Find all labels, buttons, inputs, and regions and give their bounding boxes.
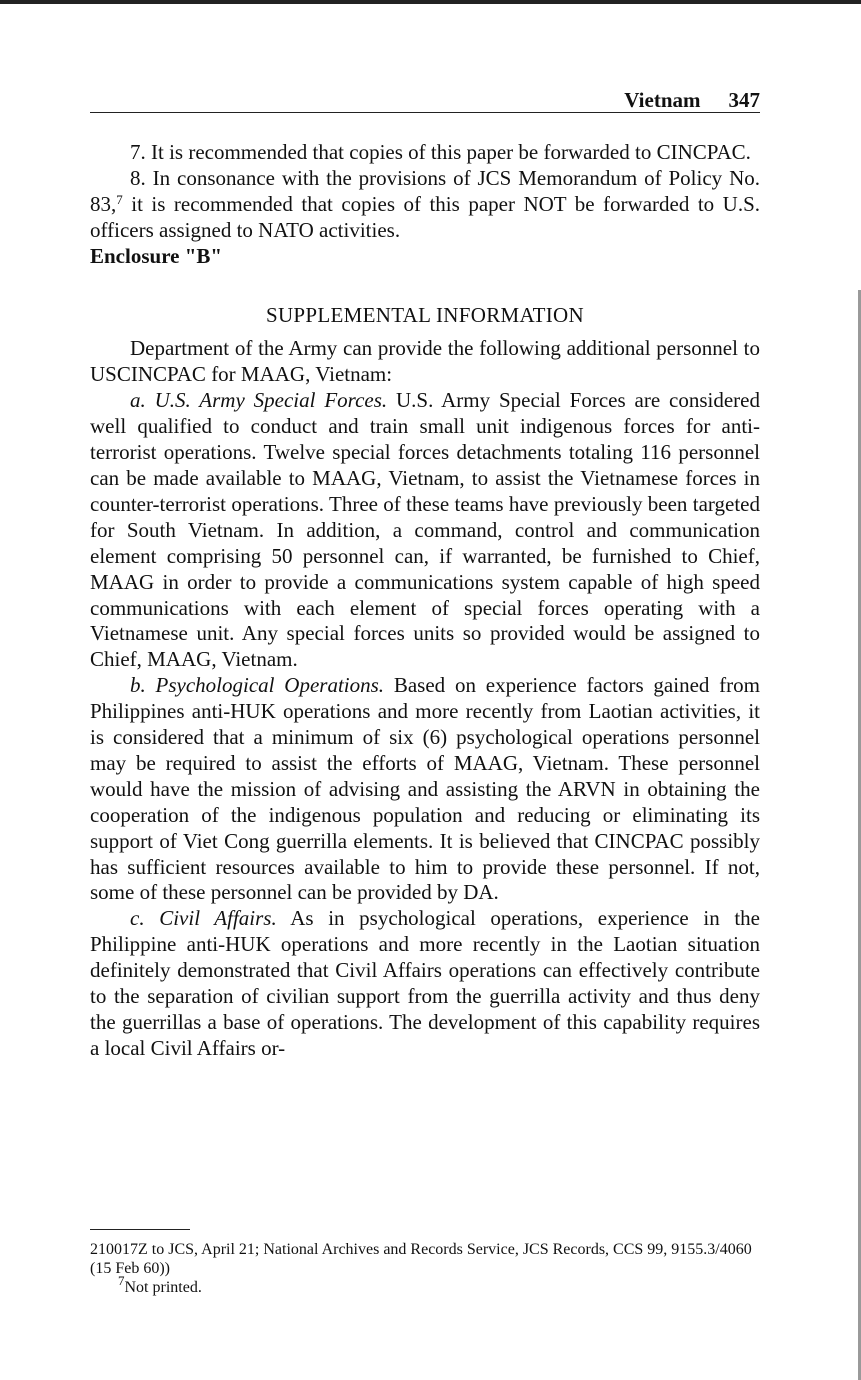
item-a-marker: a. U.S. Army Special Forces.: [130, 388, 388, 413]
section-heading: SUPPLEMENTAL INFORMATION: [265, 302, 584, 327]
running-header: [90, 88, 760, 113]
item-b: [90, 673, 760, 906]
page-top-edge: [0, 0, 861, 4]
footnote-ref-7: 7: [116, 191, 123, 207]
item-b-marker: b. Psychological Operations.: [130, 673, 385, 698]
paragraph-8-text-b: it is recommended that copies of this paper NOT be forwarded to U.S. officers assigned to NATO activities.: [90, 191, 760, 242]
item-a: [90, 388, 760, 673]
footnote-7: [90, 1273, 760, 1297]
footnote-rule: [90, 1229, 190, 1230]
footnote-7-text: Not printed.: [124, 1279, 202, 1296]
page-body: [90, 140, 760, 1062]
enclosure-label: Enclosure "B": [90, 243, 223, 268]
item-a-text: U.S. Army Special Forces are considered well qualified to conduct and train small unit indigenous forces for anti-terrorist operations. Twelve special forces detachments totaling 116 personnel can be made available to MAAG, Vietnam, to assist the Vietnamese forces in counter-terrorist operations. Three of these teams have previously been targeted for South Vietnam. In addition, a command, control and communication element comprising 50 personnel can, if warranted, be furnished to Chief, MAAG in order to provide a communications system capable of high speed communications with each element of special forces operating with a Vietnamese unit. Any special forces units so provided would be assigned to Chief, MAAG, Vietnam.: [90, 388, 760, 672]
page-number: 347: [728, 88, 760, 112]
paragraph-7: 7. It is recommended that copies of this paper be forwarded to CINCPAC.: [130, 140, 751, 164]
running-title: Vietnam: [624, 88, 701, 112]
paragraph-8-text-a: 8. In consonance with the provisions of JCS Memorandum of Policy No. 83,: [90, 165, 760, 216]
item-b-text: Based on experience factors gained from Philippines anti-HUK operations and more recently from Laotian activities, it is considered that a minimum of six (6) psychological operations personnel may be required to assist the efforts of MAAG, Vietnam. These personnel would have the mission of advising and assisting the ARVN in obtaining the cooperation of the indigenous population and reducing or eliminating its support of Viet Cong guerrilla elements. It is believed that CINCPAC possibly has sufficient resources available to him to provide these personnel. If not, some of these personnel can be provided by DA.: [90, 673, 761, 905]
footnote-7-mark: 7: [118, 1273, 125, 1288]
source-note: 210017Z to JCS, April 21; National Archives and Records Service, JCS Records, CCS 99, 9155.3/4060 (15 Feb 60)): [90, 1241, 752, 1277]
item-c-text: As in psychological operations, experience in the Philippine anti-HUK operations and more recently in the Laotian situation definitely demonstrated that Civil Affairs operations can effectively contribute to the separation of civilian support from the guerrilla activity and thus deny the guerrillas a base of operations. The development of this capability requires a local Civil Affairs or-: [90, 906, 760, 1060]
intro-paragraph: Department of the Army can provide the following additional personnel to USCINCPAC for MAAG, Vietnam:: [90, 336, 760, 387]
footnotes: [90, 1240, 760, 1297]
item-c-marker: c. Civil Affairs.: [130, 906, 277, 931]
item-c: [90, 906, 760, 1061]
paragraph-8: [90, 166, 760, 244]
